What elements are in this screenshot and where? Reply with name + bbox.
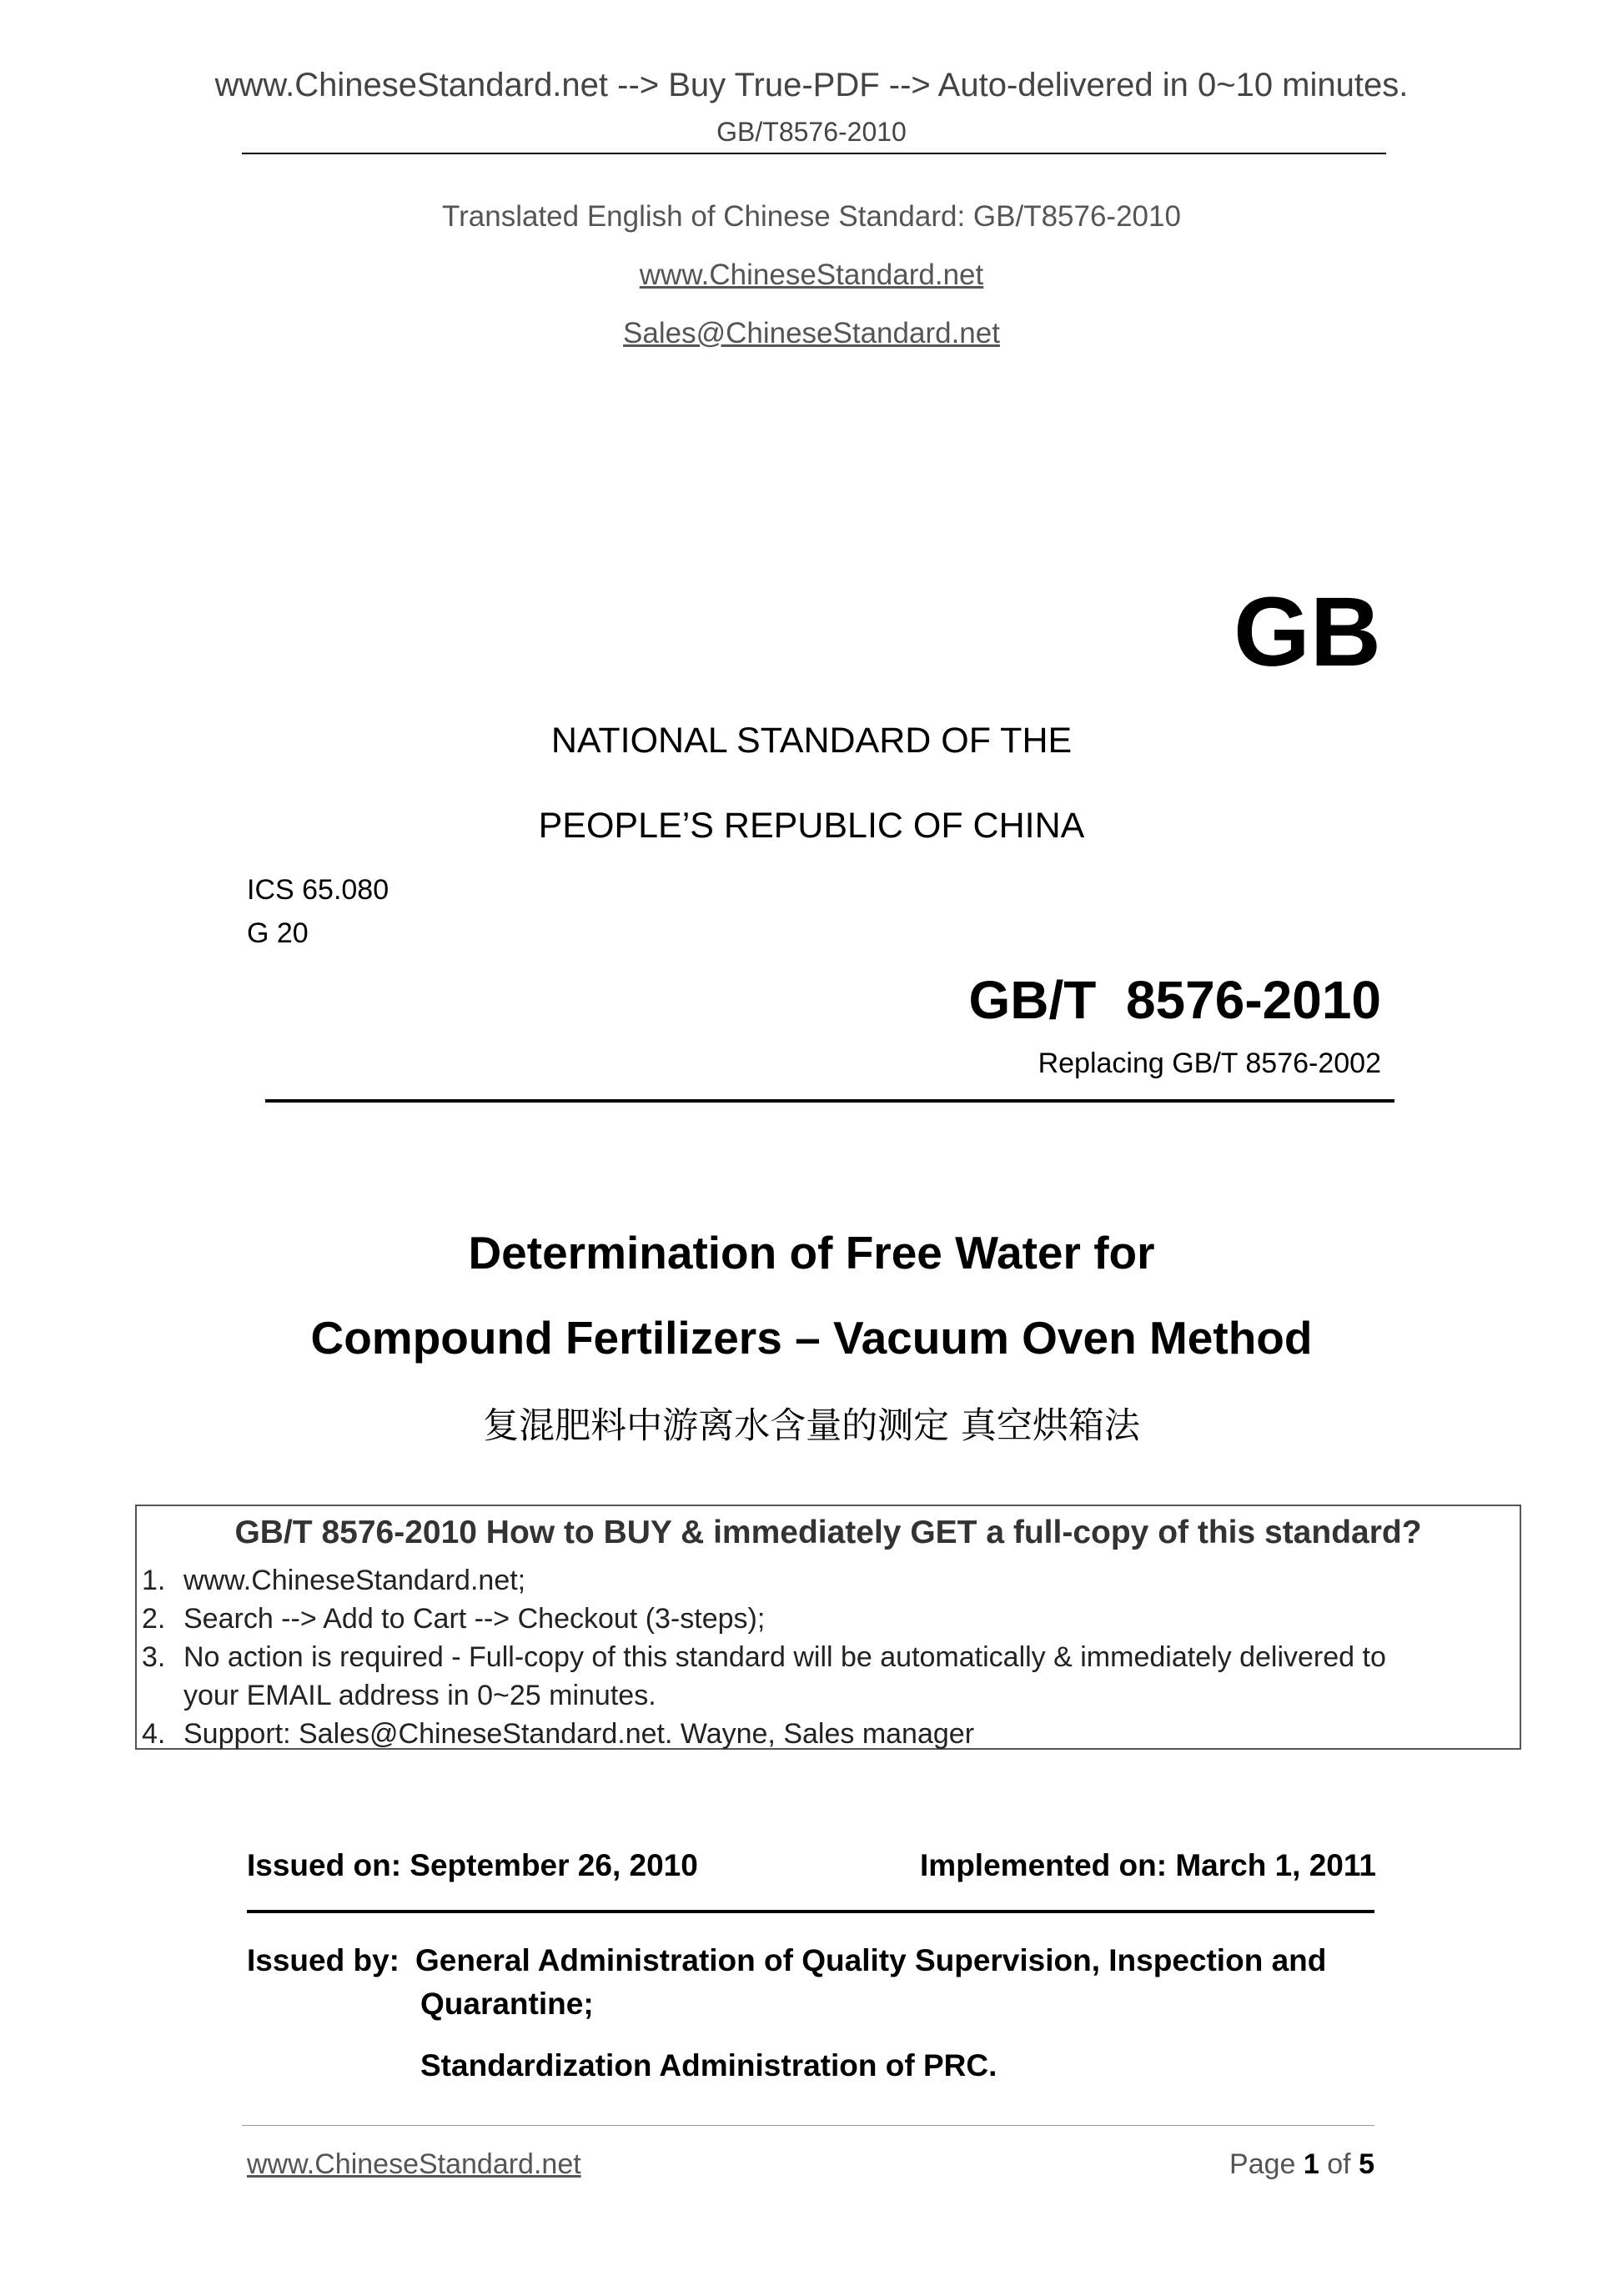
issued-by-label: Issued by: xyxy=(247,1943,399,1977)
dates-divider xyxy=(247,1910,1374,1913)
purchase-steps-list xyxy=(137,1561,1386,1753)
translation-title: Translated English of Chinese Standard: GB/T8576-2010 xyxy=(442,200,1181,233)
translation-url-link[interactable]: www.ChineseStandard.net xyxy=(639,259,984,291)
page-middle: of xyxy=(1319,2148,1359,2180)
national-standard-line2: PEOPLE’S REPUBLIC OF CHINA xyxy=(538,806,1085,846)
translation-url-row xyxy=(0,259,1623,292)
implemented-date: Implemented on: March 1, 2011 xyxy=(920,1848,1376,1882)
issuer-line3: Standardization Administration of PRC. xyxy=(420,2048,997,2082)
classification-code: G 20 xyxy=(247,917,309,949)
page-total: 5 xyxy=(1359,2148,1374,2180)
step-number: 3. xyxy=(142,1641,166,1673)
page-indicator xyxy=(1229,2148,1374,2181)
issuer-line1: General Administration of Quality Supervision, Inspection and xyxy=(415,1943,1327,1977)
header-divider xyxy=(242,153,1386,154)
footer-url-link[interactable]: www.ChineseStandard.net xyxy=(247,2148,581,2180)
standard-number: GB/T 8576-2010 xyxy=(968,970,1381,1030)
document-title-line1: Determination of Free Water for xyxy=(468,1227,1155,1279)
header-standard-code: GB/T8576-2010 xyxy=(716,117,907,147)
footer-url-wrap xyxy=(247,2148,581,2181)
step-number: 1. xyxy=(142,1565,166,1596)
standard-divider xyxy=(265,1099,1394,1103)
page-current: 1 xyxy=(1303,2148,1319,2180)
step-text: your EMAIL address in 0~25 minutes. xyxy=(183,1680,656,1711)
translation-email-row xyxy=(0,317,1623,350)
footer-divider xyxy=(242,2125,1374,2126)
purchase-info-box xyxy=(135,1505,1521,1750)
gb-mark: GB xyxy=(1234,577,1381,687)
translation-email-link[interactable]: Sales@ChineseStandard.net xyxy=(623,317,1000,349)
document-title-line2: Compound Fertilizers – Vacuum Oven Method xyxy=(310,1312,1313,1364)
list-item xyxy=(137,1561,1386,1600)
list-item xyxy=(137,1638,1386,1676)
national-standard-line1: NATIONAL STANDARD OF THE xyxy=(550,721,1073,761)
replacing-standard: Replacing GB/T 8576-2002 xyxy=(1038,1048,1381,1079)
step-text: www.ChineseStandard.net; xyxy=(183,1565,526,1596)
step-number: 2. xyxy=(142,1603,166,1635)
list-item xyxy=(137,1600,1386,1638)
ics-code: ICS 65.080 xyxy=(247,874,389,906)
step-text: Search --> Add to Cart --> Checkout (3-steps); xyxy=(183,1603,766,1635)
step-text: Support: Sales@ChineseStandard.net. Wayne, Sales manager xyxy=(183,1718,975,1750)
document-title-chinese: 复混肥料中游离水含量的测定 真空烘箱法 xyxy=(483,1405,1140,1447)
list-item xyxy=(137,1676,1386,1715)
purchase-box-title: GB/T 8576-2010 How to BUY & immediately GET a full-copy of this standard? xyxy=(234,1515,1422,1550)
header-banner: www.ChineseStandard.net --> Buy True-PDF --> Auto-delivered in 0~10 minutes. xyxy=(214,67,1409,103)
issued-date: Issued on: September 26, 2010 xyxy=(247,1848,698,1882)
step-number: 4. xyxy=(142,1718,166,1750)
list-item xyxy=(137,1715,1386,1753)
issuer-line2: Quarantine; xyxy=(420,1987,594,2021)
page-prefix: Page xyxy=(1229,2148,1304,2180)
step-text: No action is required - Full-copy of this standard will be automatically & immediately delivered to xyxy=(183,1641,1386,1673)
